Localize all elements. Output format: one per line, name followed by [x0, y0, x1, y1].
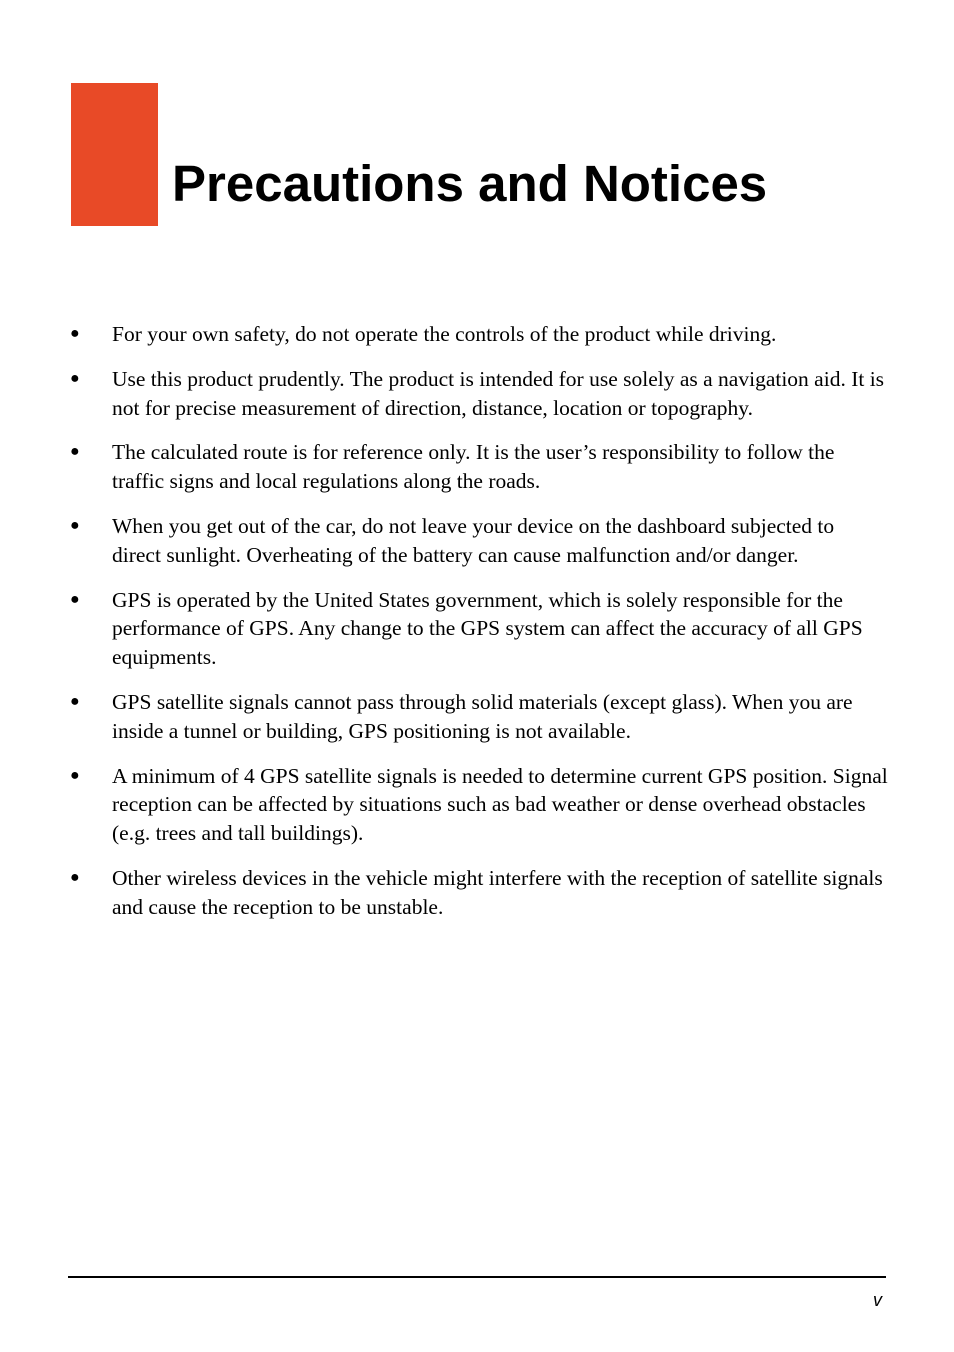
- chapter-accent-block: [71, 83, 158, 226]
- notice-text: Other wireless devices in the vehicle might interfere with the reception of satellite signals and cause the reception to be unstable.: [112, 865, 883, 919]
- bullet-icon: ●: [70, 325, 80, 342]
- bullet-icon: ●: [70, 443, 80, 461]
- bullet-icon: ●: [70, 516, 80, 534]
- notice-text: For your own safety, do not operate the controls of the product while driving.: [112, 322, 777, 346]
- page-number: v: [873, 1290, 882, 1310]
- notice-item: [68, 512, 888, 570]
- notice-text: When you get out of the car, do not leave your device on the dashboard subjected to direct sunlight. Overheating of the battery can cause malfunction and/or danger.: [112, 513, 835, 567]
- notice-text: GPS satellite signals cannot pass through solid materials (except glass). When you are inside a tunnel or building, GPS positioning is not available.: [112, 689, 853, 743]
- notice-item: [68, 762, 888, 848]
- notice-item: [68, 864, 888, 922]
- page-title: Precautions and Notices: [172, 155, 768, 212]
- bullet-icon: ●: [70, 692, 80, 710]
- notice-item: [68, 320, 888, 349]
- bullet-icon: ●: [70, 766, 80, 784]
- notice-item: [68, 365, 888, 423]
- notice-item: [68, 688, 888, 746]
- notice-text: Use this product prudently. The product is intended for use solely as a navigation aid. It is not for precise measurement of direction, distance, location or topography.: [112, 366, 885, 420]
- bullet-icon: ●: [70, 868, 80, 886]
- footer-divider: [68, 1276, 886, 1278]
- notice-item: [68, 438, 888, 496]
- notice-text: GPS is operated by the United States government, which is solely responsible for the performance of GPS. Any change to the GPS system can affect the accuracy of all GPS equipments.: [112, 587, 863, 670]
- notice-list: [68, 320, 888, 938]
- bullet-icon: ●: [70, 369, 80, 387]
- bullet-icon: ●: [70, 590, 80, 608]
- notice-text: The calculated route is for reference only. It is the user’s responsibility to follow the traffic signs and local regulations along the roads.: [112, 440, 835, 494]
- notice-text: A minimum of 4 GPS satellite signals is needed to determine current GPS position. Signal reception can be affected by situations such as bad weather or dense overhead obstacles (e.g. trees and tall buildings).: [112, 763, 888, 846]
- notice-item: [68, 586, 888, 672]
